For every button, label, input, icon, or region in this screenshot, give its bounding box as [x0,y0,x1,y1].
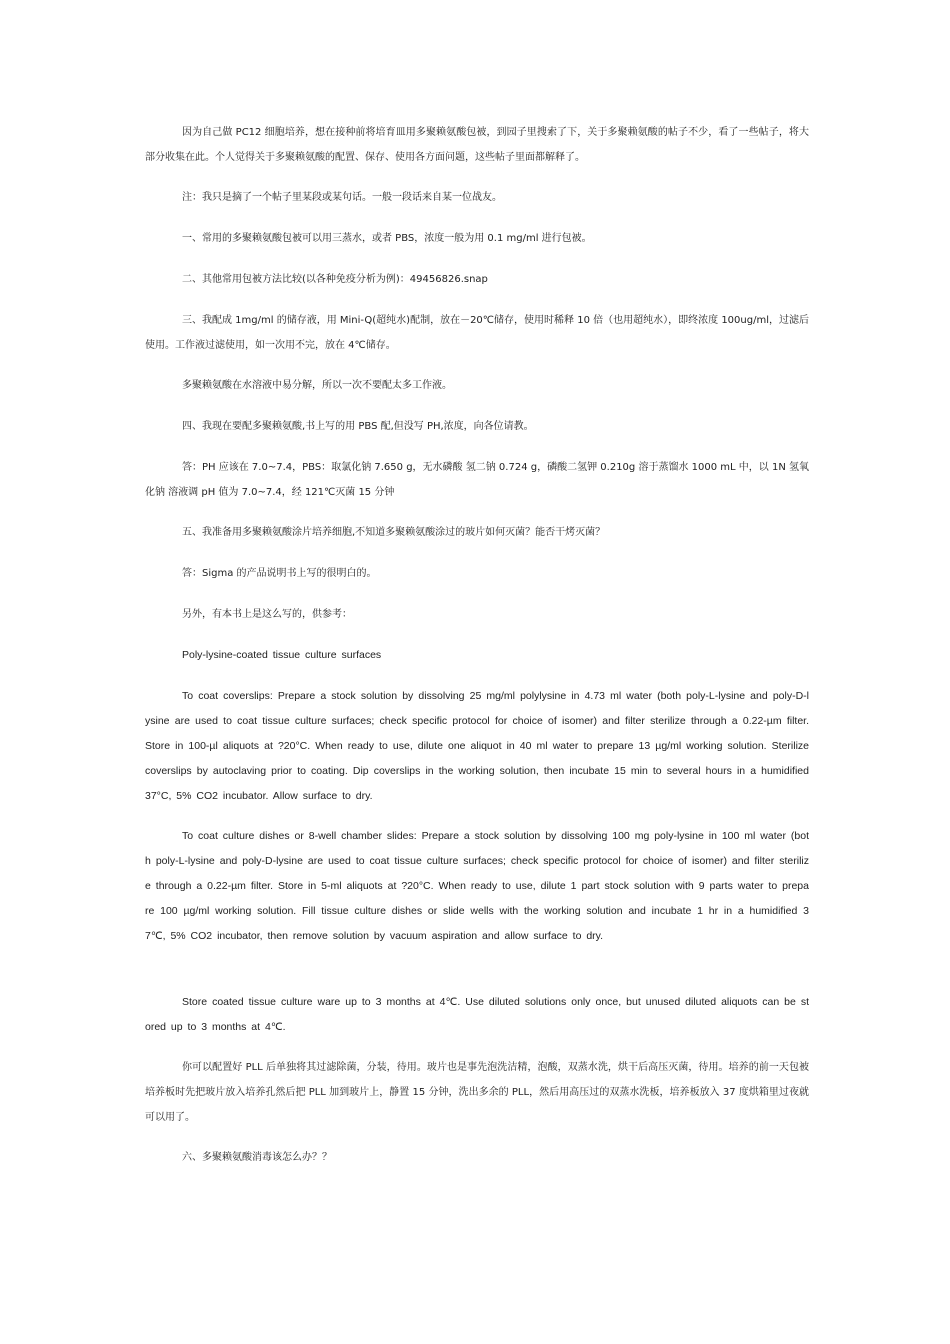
english-heading: Poly-lysine-coated tissue culture surfaces [182,649,382,661]
reference-intro-paragraph: 另外，有本书上是这么写的，供参考： [182,609,352,620]
pll-procedure-paragraph: 你可以配置好 PLL 后单独将其过滤除菌，分装，待用。玻片也是事先泡洗洁精，泡酸，双蒸水洗，烘干后高压灭菌，待用。培养的前一天包被培养板时先把玻片放入培养孔然后把 PLL 加到玻片上，静置 15 分钟，洗出多余的 PLL，然后用高压过的双蒸水洗板，培养板放入 37 度烘箱里过夜就可以用了。 [145,1062,809,1123]
section-4-question-paragraph: 四、我现在要配多聚赖氨酸,书上写的用 PBS 配,但没写 PH,浓度，向各位请教。 [182,421,534,432]
culture-dishes-paragraph: To coat culture dishes or 8-well chamber slides: Prepare a stock solution by dissolving 100 mg poly-lysine in 100 ml water (both poly-L-lysine and poly-D-lysine are used to coat tissue culture surfaces; check specific protocol for choice of isomer) and filter sterilize through a 0.22-µm filter. Store in 5-ml aliquots at ?20°C. When ready to use, dilute 1 part stock solution with 9 parts water to prepare 100 µg/ml working solution. Fill tissue culture dishes or slide wells with the working solution and incubate 1 hr in a humidified 37℃, 5% CO2 incubator, then remove solution by vacuum aspiration and allow surface to dry. [145,830,809,942]
intro-paragraph: 因为自己做 PC12 细胞培养，想在接种前将培育皿用多聚赖氨酸包被，到园子里搜索了下，关于多聚赖氨酸的帖子不少，看了一些帖子，将大部分收集在此。个人觉得关于多聚赖氨酸的配置、保存、使用各方面问题，这些帖子里面都解释了。 [145,127,809,163]
section-5-question-paragraph: 五、我准备用多聚赖氨酸涂片培养细胞,不知道多聚赖氨酸涂过的玻片如何灭菌？能否干烤灭菌？ [182,527,606,538]
section-5-answer-paragraph: 答：Sigma 的产品说明书上写的很明白的。 [182,568,377,579]
note-paragraph: 注：我只是摘了一个帖子里某段或某句话。一般一段话来自某一位战友。 [182,192,502,203]
section-2-paragraph: 二、其他常用包被方法比较(以各种免疫分析为例)：49456826.snap [182,274,488,285]
section-3-paragraph: 三、我配成 1mg/ml 的储存液，用 Mini-Q(超纯水)配制，放在－20℃储存，使用时稀释 10 倍（也用超纯水），即终浓度 100ug/ml，过滤后使用。工作液过滤使用，如一次用不完，放在 4℃储存。 [145,315,809,351]
coverslips-paragraph: To coat coverslips: Prepare a stock solution by dissolving 25 mg/ml polylysine in 4.73 ml water (both poly-L-lysine and poly-D-lysine are used to coat tissue culture surfaces; check specific protocol for choice of isomer) and filter sterilize through a 0.22-µm filter. Store in 100-µl aliquots at ?20°C. When ready to use, dilute one aliquot in 40 ml water to prepare 13 µg/ml working solution. Sterilize coverslips by autoclaving prior to coating. Dip coverslips in the working solution, then incubate 15 min to several hours in a humidified 37°C, 5% CO2 incubator. Allow surface to dry. [145,690,809,802]
section-1-paragraph: 一、常用的多聚赖氨酸包被可以用三蒸水，或者 PBS，浓度一般为用 0.1 mg/ml 进行包被。 [182,233,592,244]
section-4-answer-paragraph: 答：PH 应该在 7.0~7.4，PBS：取氯化钠 7.650 g，无水磷酸 氢二钠 0.724 g，磷酸二氢钾 0.210g 溶于蒸馏水 1000 mL 中，以 1N 氢氧化钠 溶液调 pH 值为 7.0~7.4，经 121℃灭菌 15 分钟 [145,462,809,498]
storage-paragraph: Store coated tissue culture ware up to 3 months at 4℃. Use diluted solutions only once, but unused diluted aliquots can be stored up to 3 months at 4℃. [145,996,809,1033]
decomposition-note-paragraph: 多聚赖氨酸在水溶液中易分解，所以一次不要配太多工作液。 [182,380,452,391]
section-6-paragraph: 六、多聚赖氨酸消毒该怎么办？？ [182,1152,332,1163]
